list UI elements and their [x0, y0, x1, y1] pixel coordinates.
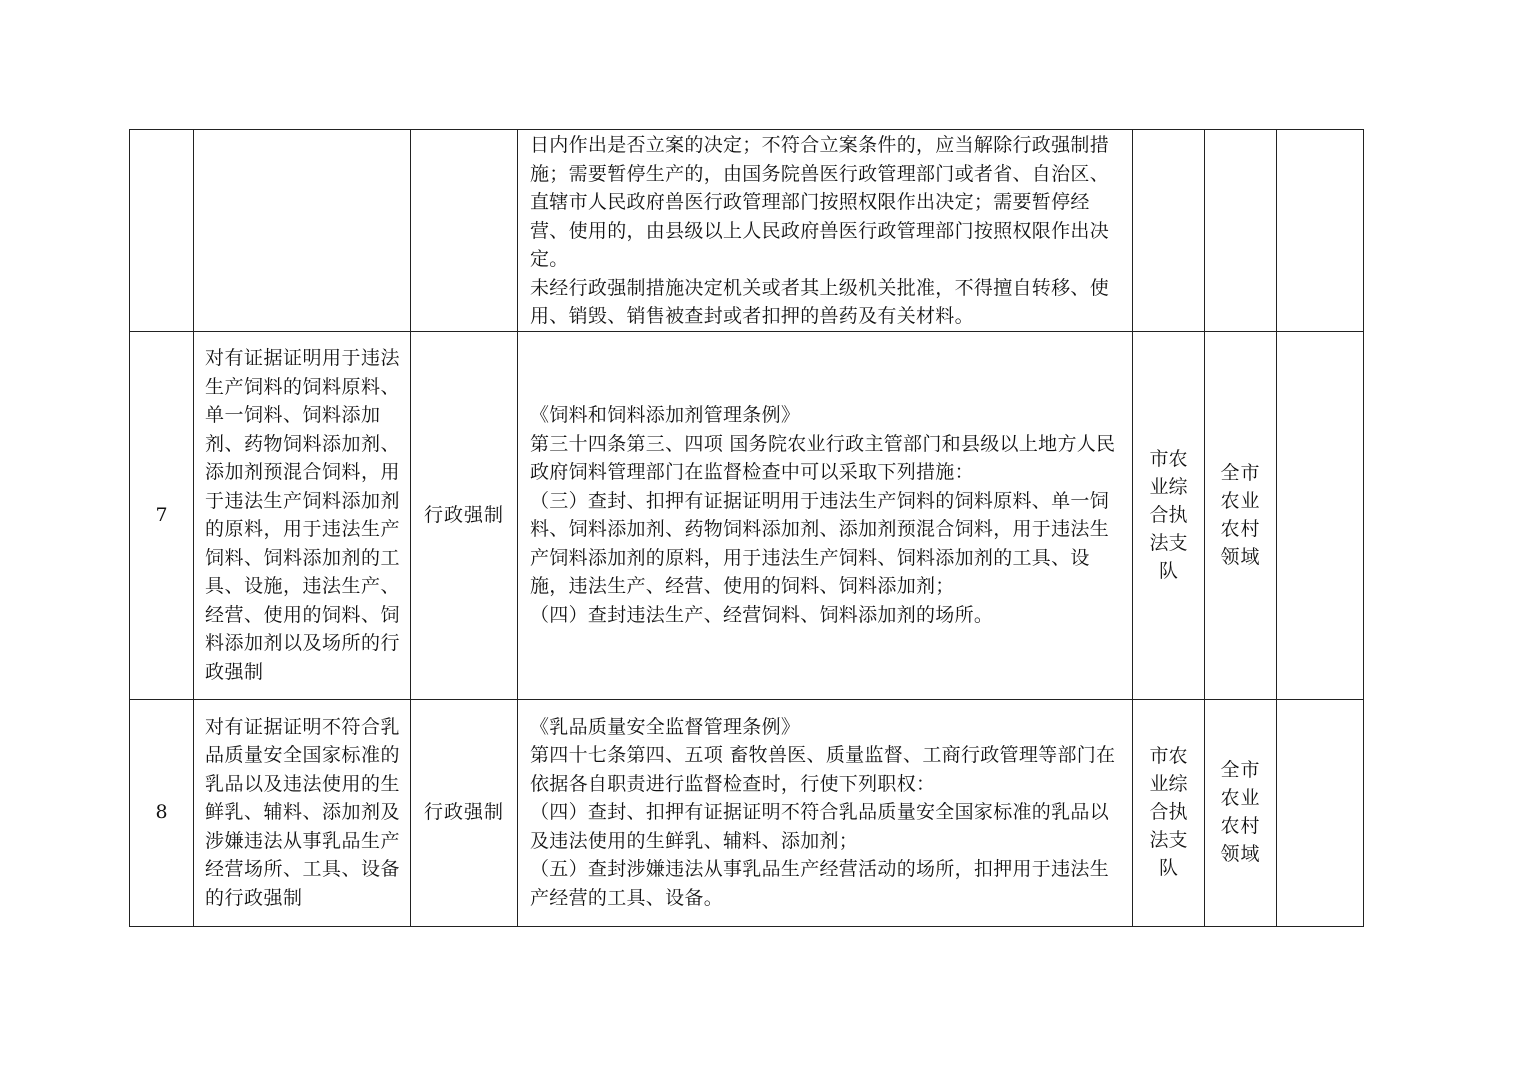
- basis-paragraph: 《乳品质量安全监督管理条例》: [530, 715, 801, 738]
- responsible-department: [1133, 699, 1205, 926]
- scope-label: 全市农业农村领域: [1220, 461, 1261, 568]
- enforcement-table: [129, 129, 1364, 927]
- jurisdiction-scope: [1205, 699, 1277, 926]
- basis-paragraph: （五）查封涉嫌违法从事乳品生产经营活动的场所，扣押用于违法生产经营的工具、设备。: [530, 858, 1110, 909]
- responsible-department: [1133, 331, 1205, 699]
- item-name: 对有证据证明不符合乳品质量安全国家标准的乳品以及违法使用的生鲜乳、辅料、添加剂及涉嫌违法从事乳品生产经营场所、工具、设备的行政强制: [194, 699, 411, 926]
- scope-label: 全市农业农村领域: [1220, 759, 1261, 866]
- remarks: [1277, 130, 1364, 332]
- row-number: 7: [130, 331, 194, 699]
- jurisdiction-scope: [1205, 130, 1277, 332]
- department-label: 市农业综合执法支队: [1149, 447, 1188, 582]
- item-category: 行政强制: [411, 331, 518, 699]
- basis-paragraph: 日内作出是否立案的决定；不符合立案条件的，应当解除行政强制措施；需要暂停生产的，由国务院兽医行政管理部门或者省、自治区、直辖市人民政府兽医行政管理部门按照权限作出决定；需要暂停经营、使用的，由县级以上人民政府兽医行政管理部门按照权限作出决定。: [530, 134, 1110, 270]
- item-name: 对有证据证明用于违法生产饲料的饲料原料、单一饲料、饲料添加剂、药物饲料添加剂、添加剂预混合饲料，用于违法生产饲料添加剂的原料，用于违法生产饲料、饲料添加剂的工具、设施，违法生产、经营、使用的饲料、饲料添加剂以及场所的行政强制: [194, 331, 411, 699]
- department-label: 市农业综合执法支队: [1149, 745, 1188, 880]
- basis-paragraph: （四）查封违法生产、经营饲料、饲料添加剂的场所。: [530, 603, 994, 626]
- basis-paragraph: 《饲料和饲料添加剂管理条例》: [530, 404, 801, 426]
- row-number: [130, 130, 194, 332]
- basis-paragraph: 第四十七条第四、五项 畜牧兽医、质量监督、工商行政管理等部门在依据各自职责进行监督检查时，行使下列职权：: [530, 744, 1116, 795]
- jurisdiction-scope: [1205, 331, 1277, 699]
- basis-paragraph: 第三十四条第三、四项 国务院农业行政主管部门和县级以上地方人民政府饲料管理部门在监督检查中可以采取下列措施：: [530, 432, 1116, 483]
- table-row: [130, 699, 1364, 926]
- basis-paragraph: 未经行政强制措施决定机关或者其上级机关批准，不得擅自转移、使用、销毁、销售被查封或者扣押的兽药及有关材料。: [530, 276, 1110, 327]
- table-row: [130, 130, 1364, 332]
- table-row: [130, 331, 1364, 699]
- item-category: 行政强制: [411, 699, 518, 926]
- basis-paragraph: （四）查封、扣押有证据证明不符合乳品质量安全国家标准的乳品以及违法使用的生鲜乳、辅料、添加剂；: [530, 801, 1110, 852]
- remarks: [1277, 699, 1364, 926]
- legal-basis: [518, 331, 1133, 699]
- remarks: [1277, 331, 1364, 699]
- item-name: [194, 130, 411, 332]
- responsible-department: [1133, 130, 1205, 332]
- item-category: [411, 130, 518, 332]
- legal-basis: [518, 130, 1133, 332]
- row-number: 8: [130, 699, 194, 926]
- legal-basis: [518, 699, 1133, 926]
- basis-paragraph: （三）查封、扣押有证据证明用于违法生产饲料的饲料原料、单一饲料、饲料添加剂、药物饲料添加剂、添加剂预混合饲料，用于违法生产饲料添加剂的原料，用于违法生产饲料、饲料添加剂的工具、设施，违法生产、经营、使用的饲料、饲料添加剂；: [530, 489, 1110, 597]
